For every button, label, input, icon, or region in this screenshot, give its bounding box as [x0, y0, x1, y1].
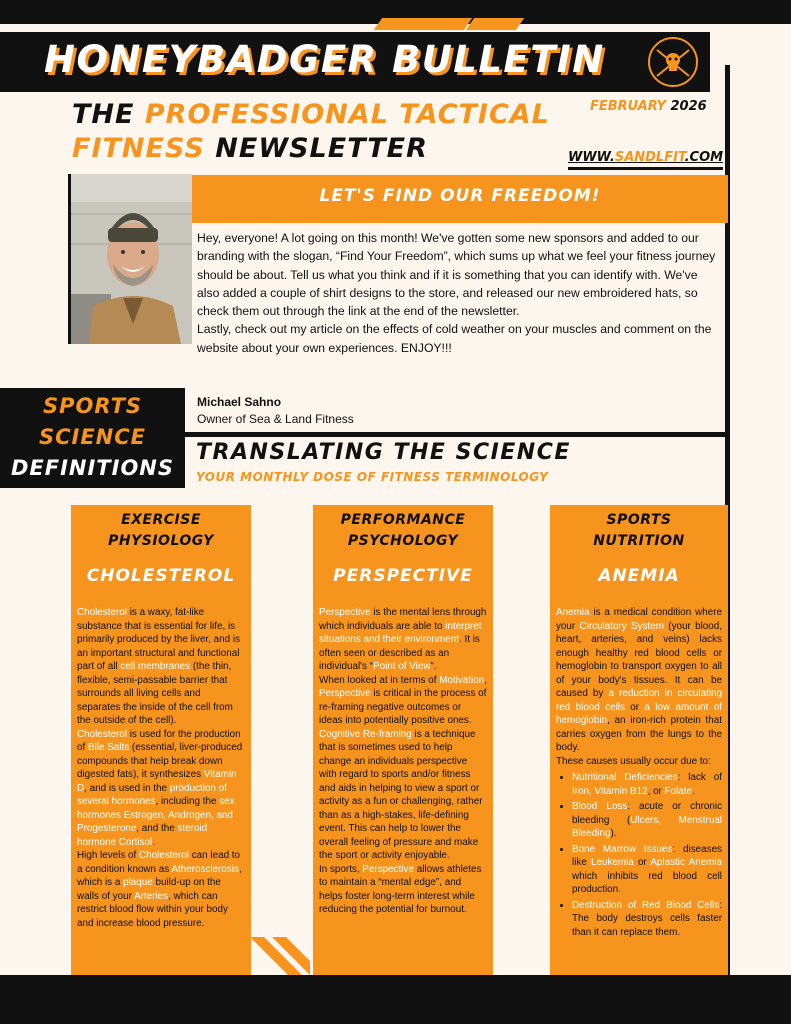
intro-banner-title: LET'S FIND OUR FREEDOM!	[319, 186, 601, 206]
section-subtitle: YOUR MONTHLY DOSE OF FITNESS TERMINOLOGY	[196, 470, 549, 484]
newsletter-subtitle: THE PROFESSIONAL TACTICAL FITNESS NEWSLETTER	[72, 99, 550, 164]
signature-role: Owner of Sea & Land Fitness	[197, 412, 354, 426]
section-rule	[185, 432, 730, 437]
card-body: Anemia is a medical condition where your Circulatory System (your blood, heart, arteries, and veins) lacks enough healthy red blood cells or hemoglobin to transport oxygen to all of your body's tissues. It can be caused by a reduction in circulating red blood cells or a low amount of hemoglobin, an iron-rich protein that carries oxygen from the lungs to the body. These causes usually occur due to: • Nutritional Deficiencies: lack of Iron, Vitamin B12, or Folate. • Blood Loss: acute or chronic bleeding (Ulcers, Menstrual Bleeding). • Bone Marrow Issues: diseases like Leukemia or Aplastic Anemia which inhibits red blood cell production. • Destruction of Red Blood Cells: The body destroys cells faster than it can replace them.	[550, 606, 728, 939]
card-category: PERFORMANCE PSYCHOLOGY	[340, 512, 466, 549]
card-term: CHOLESTEROL	[86, 566, 236, 586]
definitions-label: SPORTS SCIENCE DEFINITIONS	[10, 394, 174, 480]
author-photo	[68, 174, 192, 344]
card-body: Perspective is the mental lens through which individuals are able to interpret situations and their environment. It is often seen or described as an individual's “Point of View”. When looked at in terms of Motivation, Perspective is critical in the process of re-framing negative outcomes or ideas into potentially positive ones. Cognitive Re-framing is a technique that is sometimes used to help change an individuals perspective with regard to sports and/or fitness and aids in helping to view a sport or activity as a fun or challenging, rather than as a high-stakes, life-defining event. This can help to lower the overall feeling of pressure and make the sport or activity enjoyable. In sports, Perspective allows athletes to maintain a “mental edge”, and helps foster long-term interest while reducing the potential for burnout.	[319, 607, 487, 915]
definition-card-anemia	[550, 505, 728, 975]
list-item: • Nutritional Deficiencies: lack of Iron, Vitamin B12, or Folate.	[572, 771, 722, 798]
newsletter-title: HONEYBADGER BULLETIN	[44, 38, 605, 81]
card-term: PERSPECTIVE	[333, 566, 473, 586]
definition-card-perspective	[313, 505, 493, 975]
list-item: • Bone Marrow Issues: diseases like Leukemia or Aplastic Anemia which inhibits red blood cell production.	[572, 843, 722, 897]
decorative-stripe	[374, 18, 472, 30]
decorative-stripe	[466, 18, 524, 30]
list-item: • Blood Loss: acute or chronic bleeding (Ulcers, Menstrual Bleeding).	[572, 800, 722, 841]
bottom-band	[0, 975, 791, 1024]
intro-paragraph: Lastly, check out my article on the effects of cold weather on your muscles and comment on the website about your own experiences. ENJOY!!!	[197, 322, 712, 355]
decorative-stripe	[250, 937, 310, 977]
list-item: • Destruction of Red Blood Cells: The body destroys cells faster than it can replace them.	[572, 899, 722, 940]
section-title: TRANSLATING THE SCIENCE	[196, 440, 571, 465]
website-underline	[568, 167, 723, 170]
card-body: Cholesterol is a waxy, fat-like substance that is essential for life, is primarily produced by the liver, and is an important structural and functional part of all cell membranes (the thin, flexible, semi-passable barrier that surrounds all living cells and separates the inside of the cell from the outside of the cell). Cholesterol is used for the production of Bile Salts (essential, liver-produced compounds that help break down digested fats), it synthesizes Vitamin D, and is used in the production of several hormones, including the sex hormones Estrogen, Androgen, and Progesterone, and the steroid hormone Cortisol. High levels of Cholesterol can lead to a condition known as Atherosclerosis, which is a plaque build-up on the walls of your Arteries, which can restrict blood flow within your body and increase blood pressure.	[77, 607, 243, 929]
causes-list	[572, 771, 722, 939]
card-category: EXERCISE PHYSIOLOGY	[108, 512, 214, 549]
sea-land-fitness-logo	[643, 36, 703, 88]
intro-paragraph: Hey, everyone! A lot going on this month! We've gotten some new sponsors and added to our branding with the slogan, “Find Your Freedom”, which sums up what we feel your fitness journey should be about. Tell us what you think and if it is something that you can identify with. We've also added a couple of shirt designs to the store, and released our new embroidered hats, so check them out through the link at the end of the newsletter.	[197, 231, 716, 319]
card-category: SPORTS NUTRITION	[593, 512, 685, 549]
issue-date: FEBRUARY 2026	[590, 99, 707, 114]
intro-letter	[197, 229, 719, 357]
definition-card-cholesterol	[71, 505, 251, 975]
card-term: ANEMIA	[598, 566, 680, 586]
signature-name: Michael Sahno	[197, 395, 282, 409]
website-link[interactable]: WWW.SANDLFIT.COM	[568, 150, 724, 165]
